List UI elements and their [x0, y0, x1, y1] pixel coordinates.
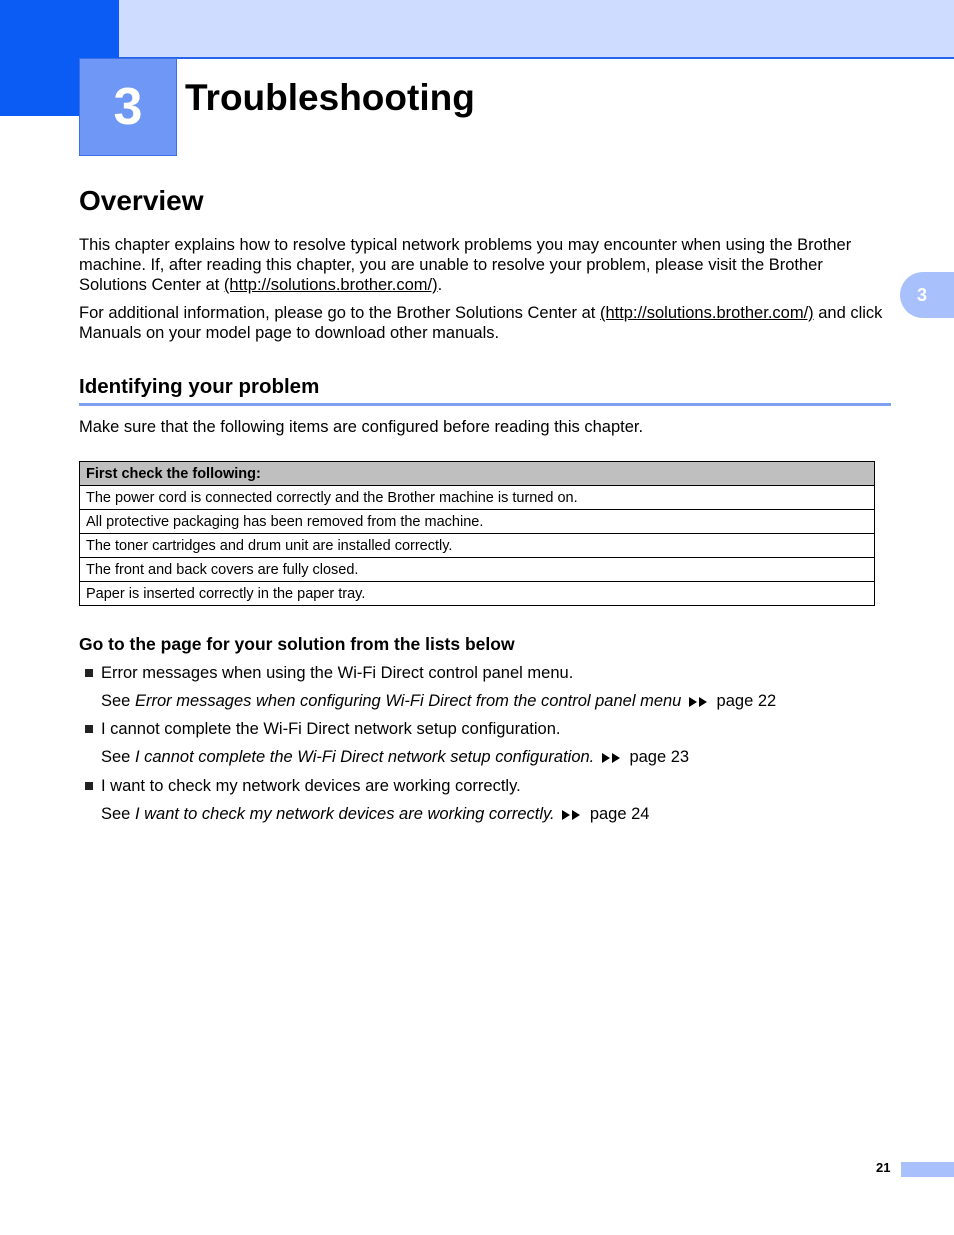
- identify-intro: Make sure that the following items are configured before reading this chapter.: [79, 418, 644, 436]
- table-cell: The toner cartridges and drum unit are installed correctly.: [80, 534, 875, 558]
- solutions-center-link-2[interactable]: (http://solutions.brother.com/): [599, 304, 814, 322]
- overview-heading: Overview: [79, 185, 204, 216]
- chapter-side-tab[interactable]: 3: [900, 272, 954, 318]
- table-cell: All protective packaging has been removed from the machine.: [80, 510, 875, 534]
- list-item: [85, 719, 560, 739]
- table-row: [80, 582, 875, 606]
- bullet-square-icon: [85, 782, 93, 790]
- see-label: See: [101, 805, 135, 823]
- table-cell: Paper is inserted correctly in the paper tray.: [80, 582, 875, 606]
- overview-paragraph-1: [79, 235, 894, 295]
- list-item-text: Error messages when using the Wi-Fi Direct control panel menu.: [101, 664, 574, 682]
- identifying-heading: Identifying your problem: [79, 375, 891, 406]
- footer-bar: [901, 1162, 954, 1177]
- header-band: [119, 0, 954, 59]
- page-ref: page 22: [711, 692, 777, 710]
- solutions-heading: Go to the page for your solution from the lists below: [79, 634, 515, 654]
- table-row: [80, 510, 875, 534]
- reference-title-link[interactable]: I want to check my network devices are working correctly.: [134, 805, 555, 823]
- overview-paragraph-2: [79, 303, 894, 343]
- table-cell: The power cord is connected correctly and the Brother machine is turned on.: [80, 486, 875, 510]
- table-header: First check the following:: [80, 462, 875, 486]
- table-row: [80, 558, 875, 582]
- solutions-center-link-1[interactable]: (http://solutions.brother.com/): [223, 276, 438, 294]
- chapter-title: Troubleshooting: [185, 77, 475, 118]
- reference-title-link[interactable]: Error messages when configuring Wi-Fi Direct from the control panel menu: [134, 692, 682, 710]
- table-cell: The front and back covers are fully closed.: [80, 558, 875, 582]
- overview-end-2: and click Manuals on your model page to download other manuals.: [79, 304, 883, 342]
- check-table: [79, 461, 875, 606]
- bullet-square-icon: [85, 669, 93, 677]
- see-reference: [101, 804, 649, 824]
- chapter-number-box: 3: [79, 58, 177, 156]
- page-ref: page 23: [624, 748, 690, 766]
- see-reference: [101, 691, 776, 711]
- see-reference: [101, 747, 689, 767]
- page-ref: page 24: [585, 805, 650, 823]
- overview-end-1: .: [437, 276, 443, 294]
- list-item-text: I cannot complete the Wi-Fi Direct network setup configuration.: [101, 720, 561, 738]
- see-label: See: [101, 692, 135, 710]
- table-header-row: [80, 462, 875, 486]
- list-item: [85, 663, 573, 683]
- table-row: [80, 486, 875, 510]
- double-chevron-right-icon: [688, 696, 710, 708]
- list-item-text: I want to check my network devices are working correctly.: [101, 777, 521, 795]
- double-chevron-right-icon: [601, 752, 623, 764]
- double-chevron-right-icon: [561, 809, 583, 821]
- bullet-square-icon: [85, 725, 93, 733]
- page-number: 21: [876, 1160, 891, 1175]
- overview-text-2: For additional information, please go to the Brother Solutions Center at: [79, 304, 600, 322]
- list-item: [85, 776, 521, 796]
- see-label: See: [101, 748, 135, 766]
- reference-title-link[interactable]: I cannot complete the Wi-Fi Direct network setup configuration.: [134, 748, 595, 766]
- table-row: [80, 534, 875, 558]
- overview-text-1: This chapter explains how to resolve typical network problems you may encounter when using the Brother machine. If, after reading this chapter, you are unable to resolve your problem, please visit the Brother Solutions Center at: [79, 236, 852, 294]
